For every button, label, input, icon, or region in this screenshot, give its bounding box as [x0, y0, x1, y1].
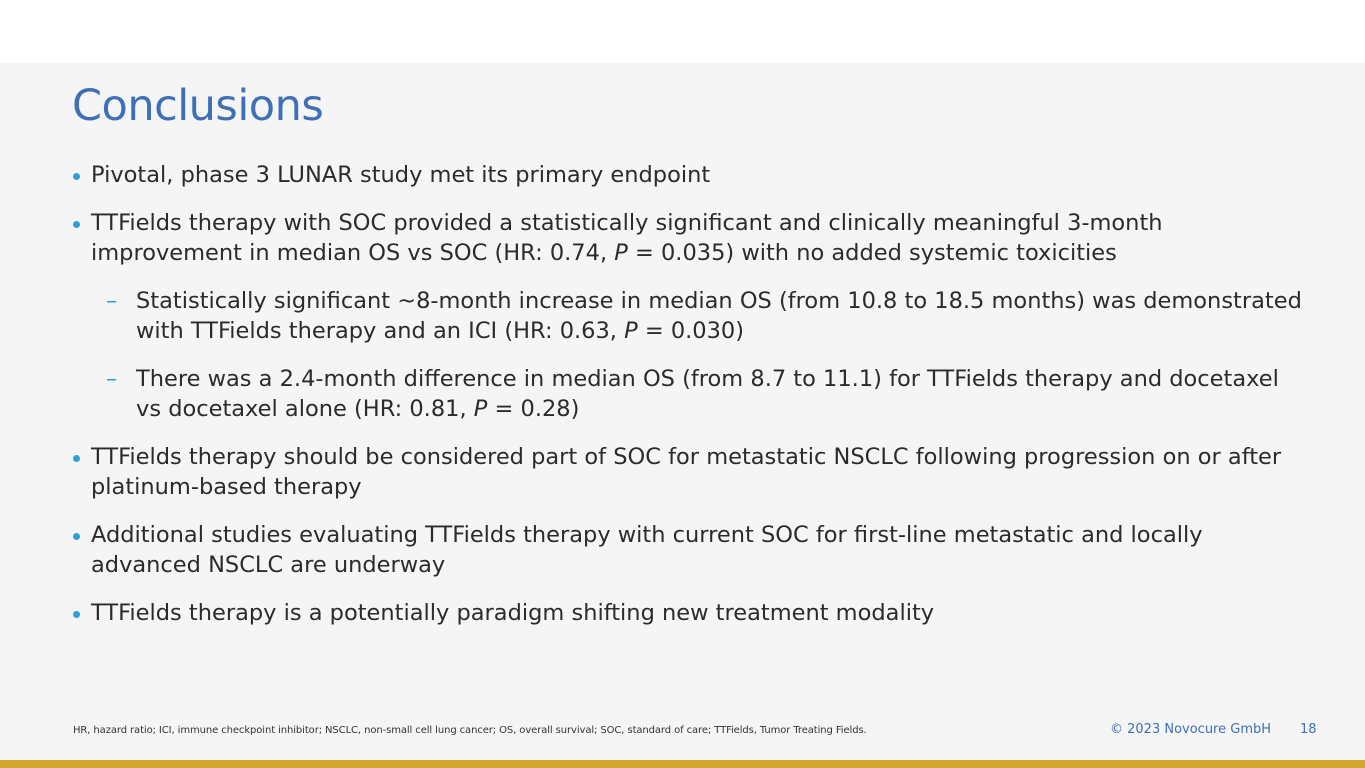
bullet-item [72, 598, 1302, 629]
bullet-item [72, 160, 1302, 191]
bullet-item [72, 442, 1302, 503]
bullet-dot-icon [73, 455, 80, 462]
bullet-dot-icon [73, 533, 80, 540]
footnote-abbreviations: HR, hazard ratio; ICI, immune checkpoint inhibitor; NSCLC, non-small cell lung cancer; OS, overall survival; SOC, standard of care; TTFields, Tumor Treating Fields. [73, 725, 867, 736]
copyright-notice: © 2023 Novocure GmbH [1110, 722, 1272, 737]
accent-bar [0, 760, 1365, 768]
sub-bullet-marker: – [106, 365, 118, 392]
bullet-text: TTFields therapy is a potentially paradigm shifting new treatment modality [91, 599, 935, 626]
page-number: 18 [1300, 722, 1317, 737]
bullet-text: TTFields therapy with SOC provided a statistically significant and clinically meaningful 3-month improvement in median OS vs SOC (HR: 0.74, P = 0.035) with no added systemic toxicities [91, 209, 1163, 266]
sub-bullet-text: Statistically significant ~8-month increase in median OS (from 10.8 to 18.5 months) was demonstrated with TTFields therapy and an ICI (HR: 0.63, P = 0.030) [136, 287, 1302, 344]
bullet-text: Additional studies evaluating TTFields therapy with current SOC for first-line metastatic and locally advanced NSCLC are underway [91, 521, 1203, 578]
bullet-item [72, 520, 1302, 581]
sub-bullet-marker: – [106, 287, 118, 314]
sub-bullet-text: There was a 2.4-month difference in median OS (from 8.7 to 11.1) for TTFields therapy and docetaxel vs docetaxel alone (HR: 0.81, P = 0.28) [136, 365, 1279, 422]
bullet-dot-icon [73, 221, 80, 228]
slide-title: Conclusions [72, 81, 324, 131]
bullet-list [72, 160, 1302, 645]
bullet-text: Pivotal, phase 3 LUNAR study met its primary endpoint [91, 162, 711, 188]
bullet-item [72, 208, 1302, 269]
bullet-text: TTFields therapy should be considered part of SOC for metastatic NSCLC following progression on or after platinum-based therapy [91, 443, 1282, 500]
sub-bullet-item [72, 286, 1302, 347]
bullet-dot-icon [73, 611, 80, 618]
sub-bullet-item [72, 364, 1302, 425]
bullet-dot-icon [73, 173, 80, 180]
